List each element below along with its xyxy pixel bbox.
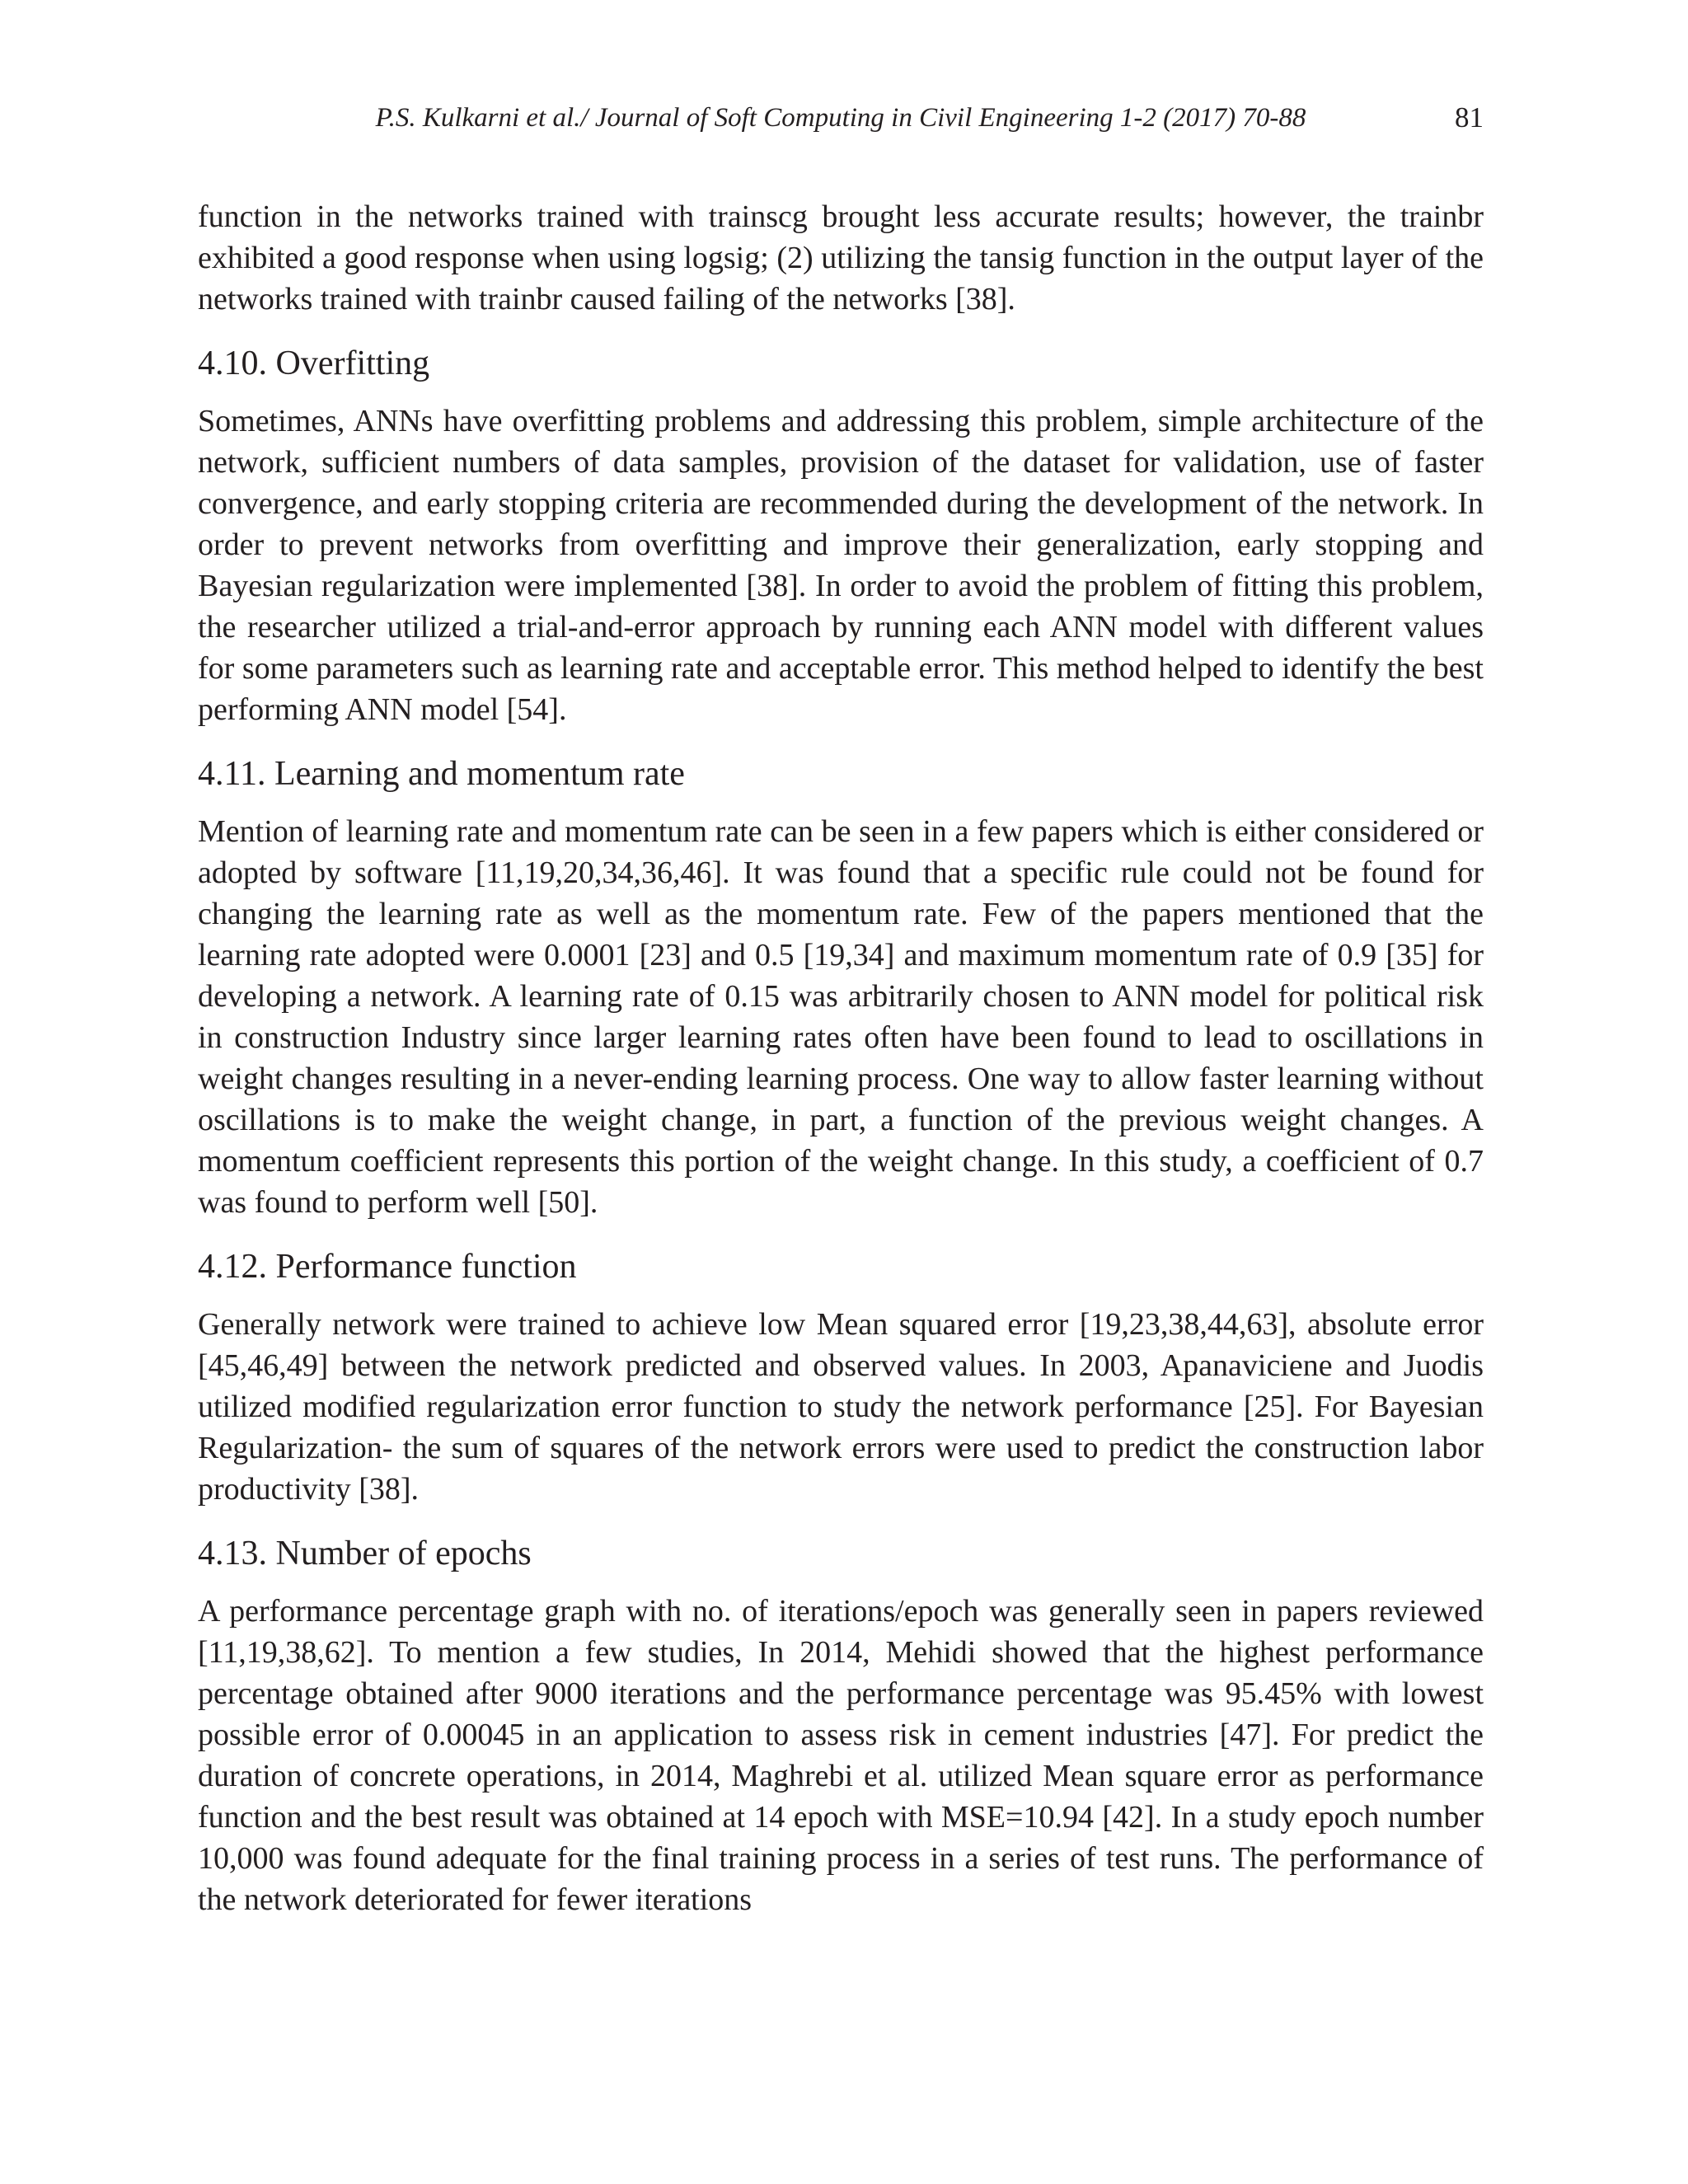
section-heading-number-of-epochs: 4.13. Number of epochs: [198, 1535, 532, 1572]
section-text-learning-momentum: Mention of learning rate and momentum rate can be seen in a few papers which is either considered or adopted by software [11,19,20,34,36,46]. It was found that a specific rule could not be found for changing the learning rate as well as the momentum rate. Few of the papers mentioned that the learning rate adopted were 0.0001 [23] and 0.5 [19,34] and maximum momentum rate of 0.9 [35] for developing a network. A learning rate of 0.15 was arbitrarily chosen to ANN model for political risk in construction Industry since larger learning rates often have been found to lead to oscillations in weight changes resulting in a never-ending learning process. One way to allow faster learning without oscillations is to make the weight change, in part, a function of the previous weight changes. A momentum coefficient represents this portion of the weight change. In this study, a coefficient of 0.7 was found to perform well [50].: [198, 814, 1484, 1220]
intro-paragraph: function in the networks trained with trainscg brought less accurate results; however, the trainbr exhibited a good response when using logsig; (2) utilizing the tansig function in the output layer of the networks trained with trainbr caused failing of the networks [38].: [198, 199, 1484, 316]
section-heading-overfitting: 4.10. Overfitting: [198, 344, 430, 382]
body-text: [198, 196, 1484, 1920]
page-number: 81: [1455, 101, 1484, 134]
section-text-performance-function: Generally network were trained to achieve low Mean squared error [19,23,38,44,63], absolute error [45,46,49] between the network predicted and observed values. In 2003, Apanaviciene and Juodis utilized modified regularization error function to study the network performance [25]. For Bayesian Regularization- the sum of squares of the network errors were used to predict the construction labor productivity [38].: [198, 1307, 1484, 1507]
section-heading-learning-momentum: 4.11. Learning and momentum rate: [198, 755, 685, 793]
section-heading-performance-function: 4.12. Performance function: [198, 1248, 577, 1286]
running-header: [198, 97, 1484, 138]
section-text-number-of-epochs: A performance percentage graph with no. of iterations/epoch was generally seen in papers reviewed [11,19,38,62]. To mention a few studies, In 2014, Mehidi showed that the highest performance percentage obtained after 9000 iterations and the performance percentage was 95.45% with lowest possible error of 0.00045 in an application to assess risk in cement industries [47]. For predict the duration of concrete operations, in 2014, Maghrebi et al. utilized Mean square error as performance function and the best result was obtained at 14 epoch with MSE=10.94 [42]. In a study epoch number 10,000 was found adequate for the final training process in a series of test runs. The performance of the network deteriorated for fewer iterations: [198, 1594, 1484, 1917]
journal-reference: P.S. Kulkarni et al./ Journal of Soft Computing in Civil Engineering 1-2 (2017) 70-88: [375, 103, 1306, 133]
section-text-overfitting: Sometimes, ANNs have overfitting problems and addressing this problem, simple architecture of the network, sufficient numbers of data samples, provision of the dataset for validation, use of faster convergence, and early stopping criteria are recommended during the development of the network. In order to prevent networks from overfitting and improve their generalization, early stopping and Bayesian regularization were implemented [38]. In order to avoid the problem of fitting this problem, the researcher utilized a trial-and-error approach by running each ANN model with different values for some parameters such as learning rate and acceptable error. This method helped to identify the best performing ANN model [54].: [198, 404, 1484, 727]
